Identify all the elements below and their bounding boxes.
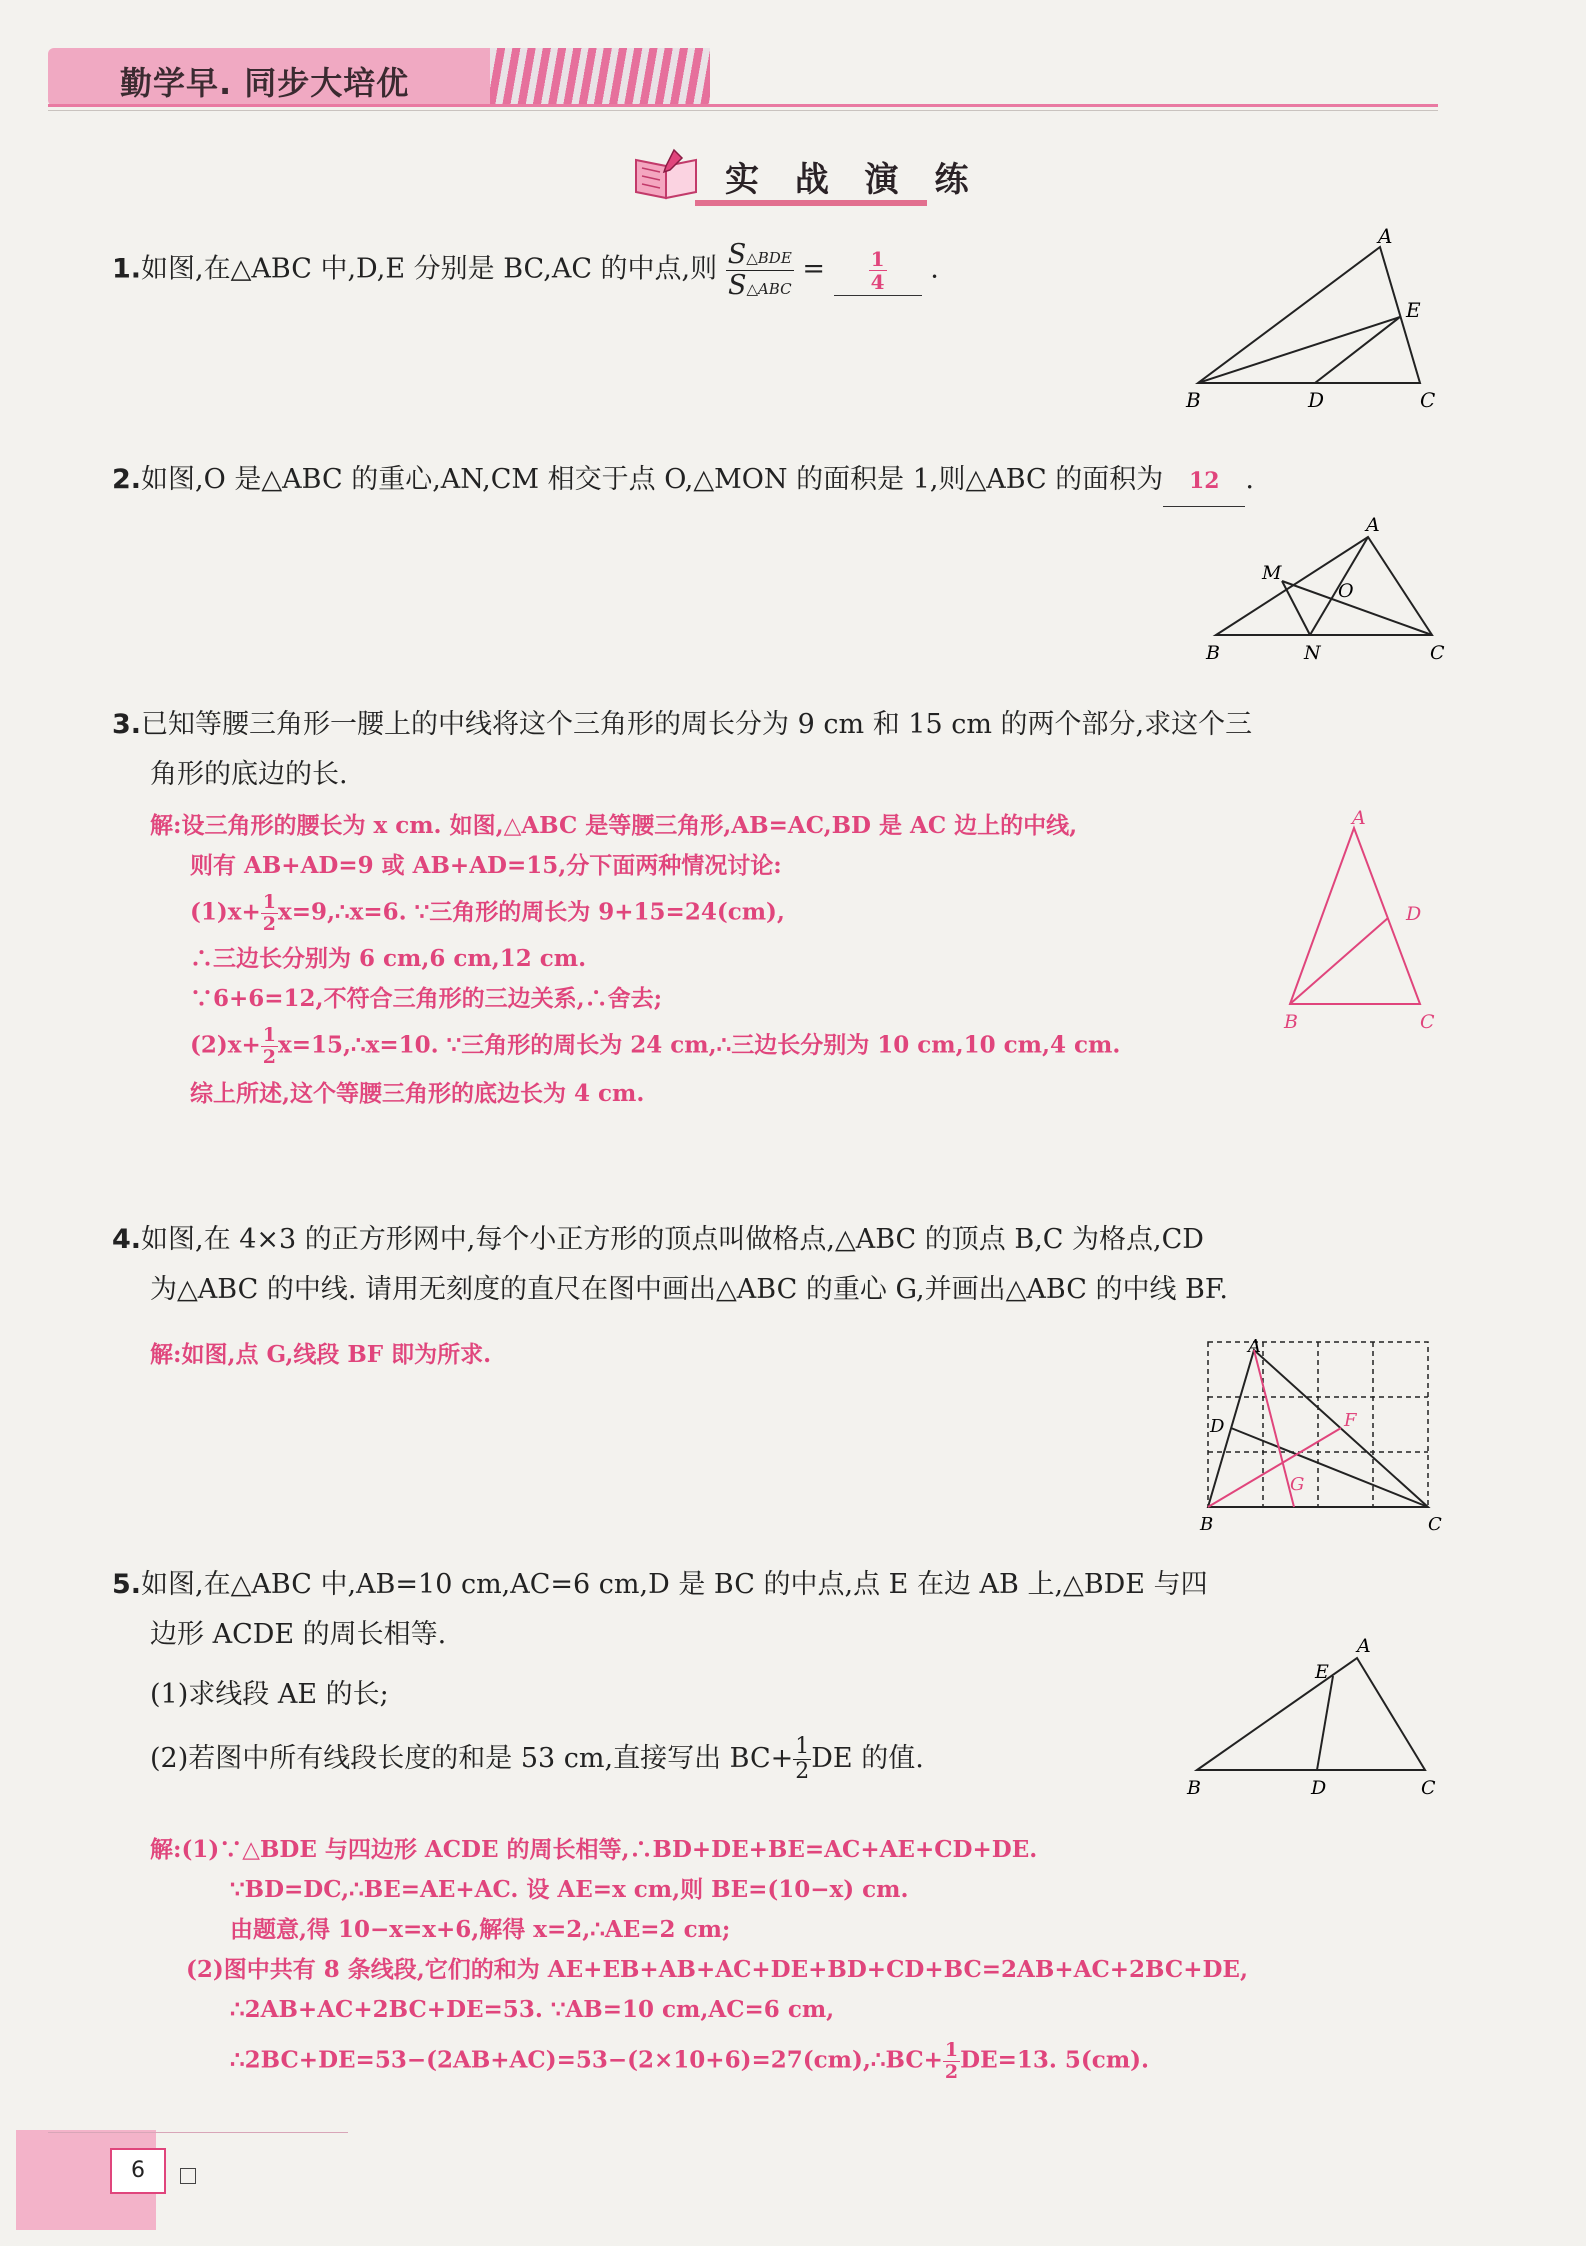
section-title-underline xyxy=(695,200,927,206)
question-2: 2.如图,O 是△ABC 的重心,AN,CM 相交于点 O,△MON 的面积是 1,则△ABC 的面积为 12 . xyxy=(112,455,1254,507)
square-icon xyxy=(180,2168,196,2184)
svg-text:M: M xyxy=(1262,562,1282,584)
svg-text:D: D xyxy=(1210,1416,1225,1437)
svg-text:C: C xyxy=(1420,1011,1435,1033)
svg-text:A: A xyxy=(1352,810,1366,829)
svg-text:E: E xyxy=(1315,1661,1329,1683)
svg-text:D: D xyxy=(1406,903,1422,925)
svg-text:N: N xyxy=(1304,642,1321,664)
svg-text:B: B xyxy=(1206,642,1220,664)
solution-4: 解:如图,点 G,线段 BF 即为所求. xyxy=(150,1341,492,1368)
svg-text:A: A xyxy=(1248,1336,1261,1357)
question-text: 如图,在△ABC 中,D,E 分别是 BC,AC 的中点,则 xyxy=(141,253,718,285)
header-divider xyxy=(48,104,1438,107)
solution-3: 解:设三角形的腰长为 x cm. 如图,△ABC 是等腰三角形,AB=AC,BD 是 AC 边上的中线, 则有 AB+AD=9 或 AB+AD=15,分下面两种情况讨论: (1)x+ $\frac{1}{2}$ x=9,∴x=6. ∵三角形的周长为 9+15=24(cm), ∴三边长分别为 6 cm,6 cm,12 cm. ∵6+6=12,不符合三角形的三边关系,∴舍去; (2)x+ $\frac{1}{2}$ x=15,∴x=10. ∵三角形的周长为 24 cm,∴三边长分别为 10 cm,10 cm,4 cm. 综上所述,这个等腰三角形的底边长为 4 cm. xyxy=(150,812,1121,1107)
figure-q2 xyxy=(1200,515,1450,665)
label-B: B xyxy=(1186,388,1201,412)
label-A: A xyxy=(1378,225,1393,248)
svg-text:F: F xyxy=(1344,1410,1357,1431)
answer-blank xyxy=(834,245,922,296)
svg-text:D: D xyxy=(1311,1777,1327,1799)
figure-q3 xyxy=(1270,810,1450,1040)
svg-text:G: G xyxy=(1290,1474,1305,1495)
svg-text:B: B xyxy=(1200,1514,1214,1535)
solution-5: 解:(1)∵△BDE 与四边形 ACDE 的周长相等,∴BD+DE+BE=AC+AE+CD+DE. ∵BD=DC,∴BE=AE+AC. 设 AE=x cm,则 BE=(10−x) cm. 由题意,得 10−x=x+6,解得 x=2,∴AE=2 cm; (2)图中共有 8 条线段,它们的和为 AE+EB+AB+AC+DE+BD+CD+BC=2AB+AC+2BC+DE, ∴2AB+AC+2BC+DE=53. ∵AB=10 cm,AC=6 cm, ∴2BC+DE=53−(2AB+AC)=53−(2×10+6)=27(cm),∴BC+ $\frac{1}{2}$ DE=13. 5(cm). xyxy=(150,1836,1248,2083)
label-D: D xyxy=(1308,388,1325,412)
answer-fraction: $\frac{1}{4}$ xyxy=(870,246,885,294)
svg-text:C: C xyxy=(1421,1777,1436,1799)
svg-text:A: A xyxy=(1357,1635,1371,1657)
svg-text:C: C xyxy=(1428,1514,1442,1535)
page-number: 6 xyxy=(110,2148,166,2194)
header-stripes xyxy=(490,48,710,106)
figure-q1 xyxy=(1180,225,1440,415)
question-3: 3.已知等腰三角形一腰上的中线将这个三角形的周长分为 9 cm 和 15 cm 的两个部分,求这个三 角形的底边的长. xyxy=(112,709,1253,790)
svg-text:B: B xyxy=(1284,1011,1298,1033)
label-C: C xyxy=(1420,388,1436,412)
question-1: 1.如图,在△ABC 中,D,E 分别是 BC,AC 的中点,则 $\frac{\text{S△BDE}}{\text{S△ABC}}$ = $\frac{1}{4}$ . xyxy=(112,239,939,301)
area-ratio-fraction: $\frac{\text{S△BDE}}{\text{S△ABC}}$ xyxy=(727,239,792,301)
svg-text:C: C xyxy=(1430,642,1445,664)
label-E: E xyxy=(1406,298,1421,322)
header-divider-thin xyxy=(48,110,1438,111)
header-title: 勤学早. 同步大培优 xyxy=(120,64,410,102)
answer-blank: 12 xyxy=(1163,456,1245,507)
svg-text:A: A xyxy=(1366,515,1380,536)
svg-text:O: O xyxy=(1338,580,1354,602)
footer-divider xyxy=(48,2132,348,2133)
figure-q4-grid xyxy=(1196,1330,1446,1540)
svg-text:B: B xyxy=(1187,1777,1201,1799)
book-icon xyxy=(630,140,710,204)
figure-q5 xyxy=(1185,1630,1445,1800)
section-title: 实 战 演 练 xyxy=(725,160,981,200)
question-5: 5.如图,在△ABC 中,AB=10 cm,AC=6 cm,D 是 BC 的中点,点 E 在边 AB 上,△BDE 与四 边形 ACDE 的周长相等. (1)求线段 AE 的长; (2)若图中所有线段长度的和是 53 cm,直接写出 BC+ $\frac{1}{2}$ DE 的值. xyxy=(112,1569,1208,1784)
question-number: 1. xyxy=(112,253,142,285)
question-4: 4.如图,在 4×3 的正方形网中,每个小正方形的顶点叫做格点,△ABC 的顶点 B,C 为格点,CD 为△ABC 的中线. 请用无刻度的直尺在图中画出△ABC 的重心 G,并画出△ABC 的中线 BF. xyxy=(112,1224,1229,1305)
